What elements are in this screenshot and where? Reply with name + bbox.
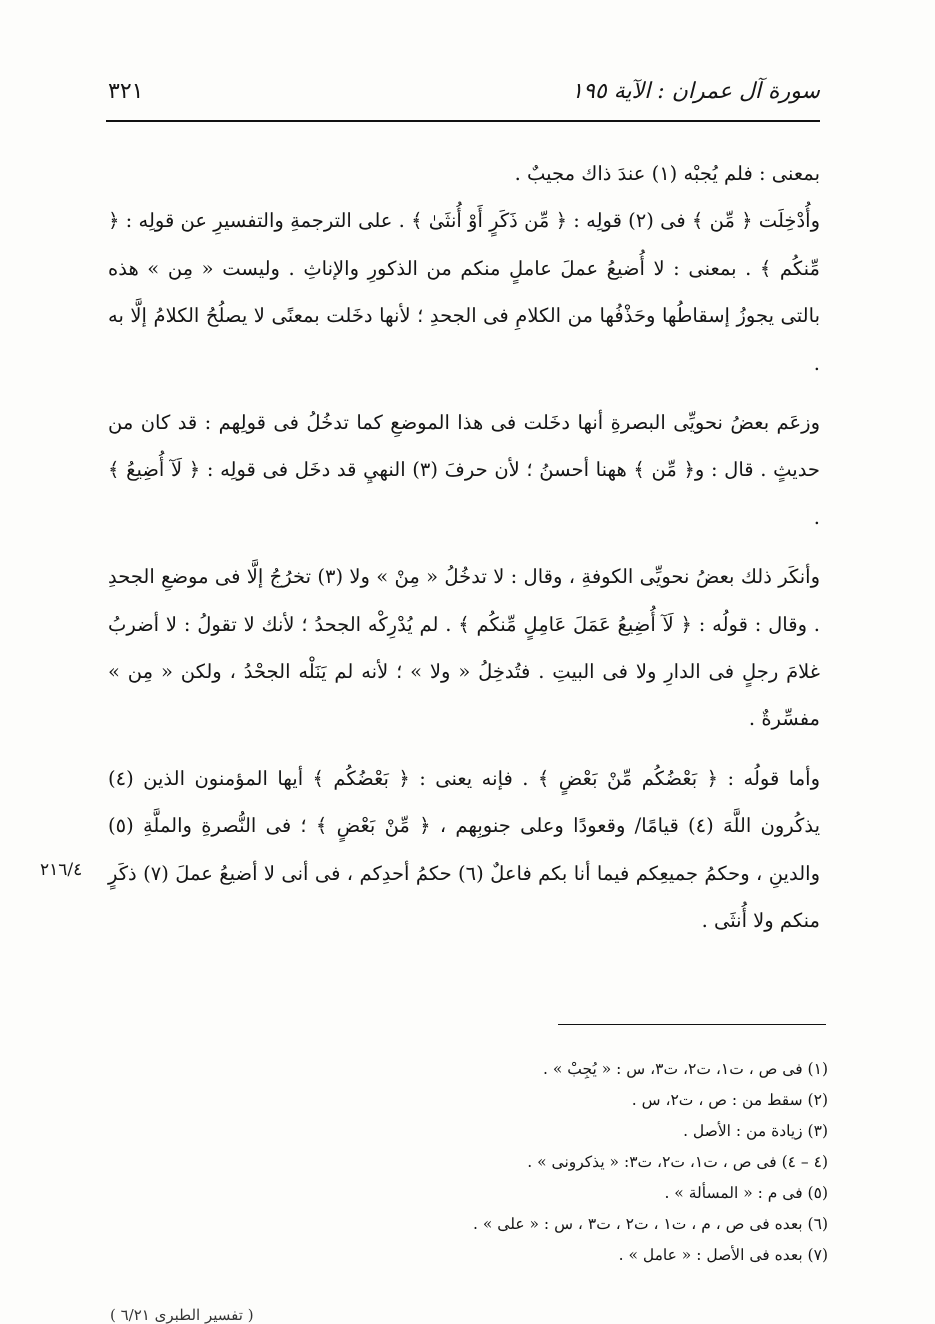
paragraph: بمعنى : فلم يُجبْه (١) عندَ ذاك مجيبٌ . <box>514 162 820 185</box>
footnotes <box>108 1054 828 1271</box>
footnote: (٦) بعده فى ص ، م ، ت١ ، ت٢ ، ت٣ ، س : « على » . <box>473 1215 828 1233</box>
paragraph: وأما قولُه : ﴿ بَعْضُكُم مِّنْ بَعْضٍ ﴾ . فإنه يعنى : ﴿ بَعْضُكُم ﴾ أيها المؤمنون الذين (٤) يذكُرون اللَّهَ (٤) قيامًا/ وقعودًا وعلى جنوبِهم ، ﴿ مِّنْ بَعْضٍ ﴾ ؛ فى النُّصرةِ والملَّةِ (٥) والدينِ ، وحكمُ جميعِكم فيما أنا بكم فاعلٌ (٦) حكمُ أحدِكم ، فى أنى لا أضيعُ عملَ (٧) ذكَرٍ منكم ولا أُنثَى . <box>108 766 820 933</box>
footnote: (٢) سقط من : ص ، ت٢، س . <box>631 1091 828 1109</box>
footnote: (٤ – ٤) فى ص ، ت١، ت٢، ت٣: « يذكرونى » . <box>527 1153 828 1171</box>
paragraph: وأنكَر ذلك بعضُ نحويِّى الكوفةِ ، وقال : لا تدخُلُ « مِنْ » ولا (٣) تخرُجُ إلَّا فى موضعِ الجحدِ . وقال : قولُه : ﴿ لَآ أُضِيعُ عَمَلَ عَامِلٍ مِّنكُم ﴾ . لم يُدْرِكْه الجحدُ ؛ لأنك لا تقولُ : لا أضربُ غلامَ رجلٍ فى الدارِ ولا فى البيتِ . فتُدخِلُ « ولا » ؛ لأنه لم يَنَلْه الجحْدُ ، ولكن « مِن » مفسِّرةٌ . <box>108 565 820 731</box>
header-divider <box>106 120 820 122</box>
paragraph: وأُدْخِلَت ﴿ مِّن ﴾ فى (٢) قولِه : ﴿ مِّن ذَكَرٍ أَوْ أُنثَىٰ ﴾ . على الترجمةِ والتفسيرِ عن قولِه : ﴿ مِّنكُم ﴾ . بمعنى : لا أُضيعُ عملَ عاملٍ منكم من الذكورِ والإناثِ . وليست « مِن » هذه بالتى يجوزُ إسقاطُها وحَذْفُها من الكلامِ فى الجحدِ ؛ لأنها دخَلت بمعنًى لا يصلُحُ الكلامُ إلَّا به . <box>108 209 820 375</box>
footnote: (٧) بعده فى الأصل : « عامل » . <box>618 1246 828 1264</box>
main-text <box>108 150 820 945</box>
running-title: سورة آل عمران : الآية ١٩٥ <box>571 78 820 104</box>
footnote: (٣) زيادة من : الأصل . <box>683 1122 828 1140</box>
footnote: (٥) فى م : « المسألة » . <box>664 1184 828 1202</box>
page-header <box>108 68 820 114</box>
paragraph: وزعَم بعضُ نحويِّى البصرةِ أنها دخَلت فى هذا الموضعِ كما تدخُلُ فى قولِهم : قد كان من حديثٍ . قال : و﴿ مِّن ﴾ ههنا أحسنُ ؛ لأن حرفَ (٣) النهيِ قد دخَل فى قولِه : ﴿ لَآ أُضِيعُ ﴾ . <box>108 411 820 529</box>
source-reference: ( تفسير الطبرى ٦/٢١ ) <box>110 1306 254 1324</box>
footnote: (١) فى ص ، ت١، ت٢، ت٣، س : « يُجِبْ » . <box>543 1060 828 1078</box>
margin-reference: ٢١٦/٤ <box>40 860 83 880</box>
footnote-divider <box>558 1024 826 1025</box>
page-number: ٣٢١ <box>108 78 144 104</box>
